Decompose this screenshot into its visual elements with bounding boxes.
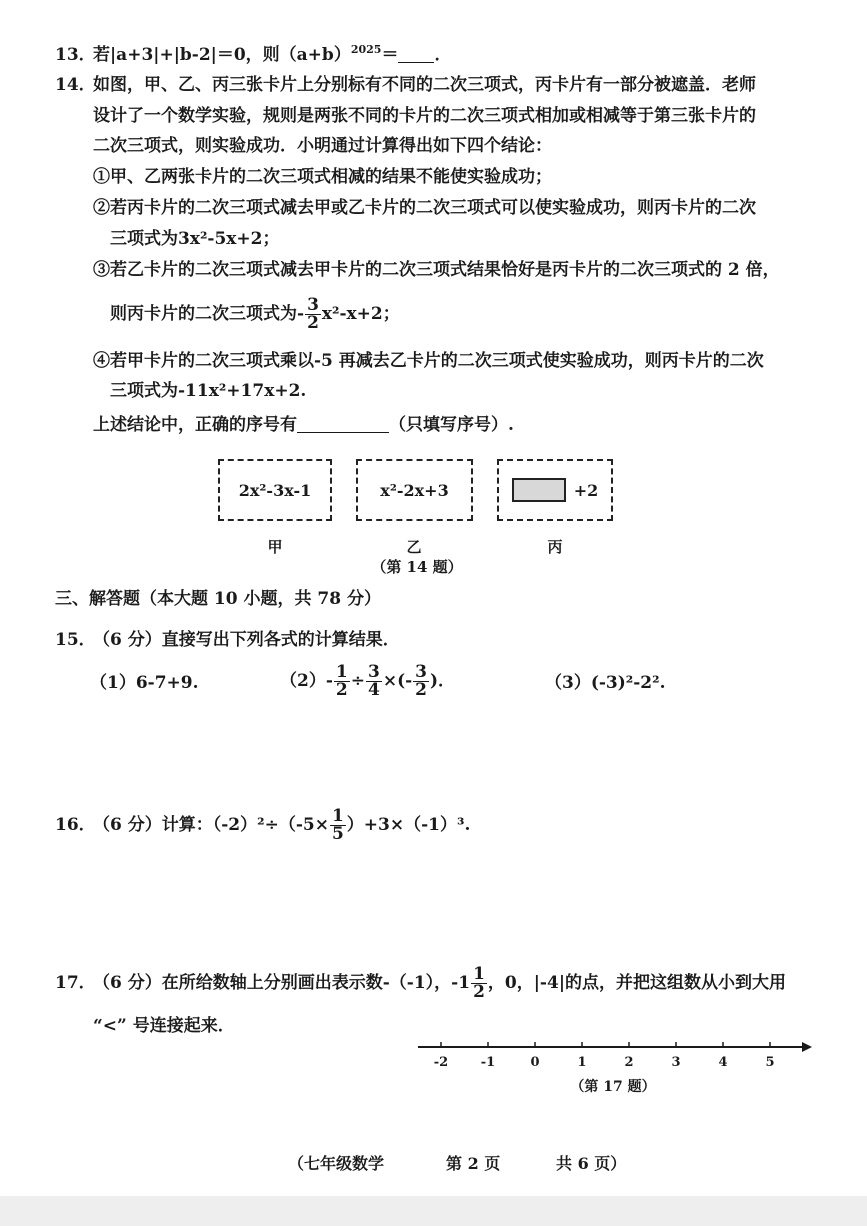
answer-blank[interactable] <box>297 432 389 433</box>
q14-question <box>93 413 514 437</box>
question-14-line1 <box>55 73 756 97</box>
figure-17-caption: （第 17 题） <box>570 1079 656 1095</box>
q15-part-2 <box>280 664 455 699</box>
q14-conclusion-3a: ③若乙卡片的二次三项式减去甲卡片的二次三项式结果恰好是丙卡片的二次三项式的 2 倍， <box>93 260 780 280</box>
question-number: 13． <box>55 45 96 65</box>
answer-blank[interactable] <box>398 62 434 63</box>
number-line-tick-label: 1 <box>577 1055 587 1070</box>
q15-part-3: （3）(-3)²-2². <box>545 673 666 693</box>
q16-text: （6 分）计算：（-2）²÷（-5× <box>93 815 329 835</box>
card-jia-expression: 2x²-3x-1 <box>238 480 312 500</box>
q14-conclusion-2a: ②若丙卡片的二次三项式减去甲或乙卡片的二次三项式可以使实验成功，则丙卡片的二次 <box>93 198 756 218</box>
card-yi-label: 乙 <box>406 538 422 556</box>
question-16 <box>55 808 470 843</box>
number-line-tick-label: 2 <box>624 1055 634 1070</box>
q17-tail: ，0，|-4|的点，并把这组数从小到大用 <box>487 973 787 993</box>
ask-text: 上述结论中，正确的序号有 <box>93 415 297 435</box>
q14-intro-3: 二次三项式，则实验成功．小明通过计算得出如下四个结论： <box>93 136 552 156</box>
number-line-tick-label: 5 <box>765 1055 775 1070</box>
p2-prefix: （2）- <box>280 671 333 691</box>
figure-14-caption: （第 14 题） <box>371 558 463 576</box>
q14-conclusion-4b: 三项式为-11x²+17x+2. <box>110 381 307 401</box>
q16-tail: ）+3×（-1）³. <box>346 815 471 835</box>
fraction <box>305 297 321 332</box>
footer-subject: （七年级数学 <box>288 1154 385 1173</box>
q17-line-2: “<” 号连接起来． <box>93 1016 235 1036</box>
numerator: 1 <box>335 662 348 682</box>
denominator: 4 <box>367 680 380 700</box>
numerator: 1 <box>473 964 485 984</box>
times-sign: ×(- <box>382 671 413 691</box>
ask-tail: （只填写序号）. <box>389 415 514 435</box>
card-jia-label: 甲 <box>267 538 283 556</box>
denominator: 2 <box>335 680 348 700</box>
card-yi-expression: x²-2x+3 <box>380 480 449 500</box>
q13-equals: ＝ <box>381 45 399 65</box>
question-13 <box>55 38 451 67</box>
footer-page: 第 2 页 <box>446 1154 501 1173</box>
q14-conclusion-1: ①甲、乙两张卡片的二次三项式相减的结果不能使实验成功； <box>93 167 552 187</box>
question-number: 15． <box>55 630 96 650</box>
denominator: 2 <box>415 680 428 700</box>
number-line-tick-label: 4 <box>718 1055 728 1070</box>
covered-area <box>512 478 566 502</box>
q14-conclusion-2b: 三项式为3x²-5x+2； <box>110 229 280 249</box>
q13-text: 若|a+3|+|b-2|＝0，则（a+b） <box>93 45 351 65</box>
card-jia <box>218 459 332 521</box>
q15-part-1: （1）6-7+9. <box>90 673 199 693</box>
section-title: 三、解答题（本大题 10 小题，共 78 分） <box>55 589 381 609</box>
denominator: 5 <box>331 824 344 844</box>
card-bing-visible-term: +2 <box>573 480 599 500</box>
denominator: 2 <box>473 982 485 1002</box>
c3b-text: 则丙卡片的二次三项式为- <box>110 304 305 324</box>
q17-text: （6 分）在所给数轴上分别画出表示数-（-1），-1 <box>93 973 471 993</box>
divide-sign: ÷ <box>350 671 365 691</box>
q14-intro-2: 设计了一个数学实验，规则是两张不同的卡片的二次三项式相加或相减等于第三张卡片的 <box>93 106 756 126</box>
numerator: 1 <box>331 806 344 826</box>
q14-conclusion-3b <box>110 297 400 332</box>
fraction <box>330 808 346 843</box>
fraction <box>366 664 382 699</box>
question-number: 16． <box>55 815 96 835</box>
q13-period: ． <box>434 45 452 65</box>
q14-conclusion-4a: ④若甲卡片的二次三项式乘以-5 再减去乙卡片的二次三项式使实验成功，则丙卡片的二次 <box>93 351 764 371</box>
question-number: 14． <box>55 75 96 95</box>
fraction <box>471 966 487 1001</box>
number-line-tick-label: -1 <box>480 1055 496 1070</box>
footer-total: 共 6 页） <box>556 1154 627 1173</box>
card-bing-label: 丙 <box>547 538 563 556</box>
q15-intro: （6 分）直接写出下列各式的计算结果． <box>93 630 400 650</box>
denominator: 2 <box>307 313 319 333</box>
numerator: 3 <box>367 662 380 682</box>
number-line-tick-label: 0 <box>530 1055 540 1070</box>
numerator: 3 <box>307 295 319 315</box>
number-line-tick-label: -2 <box>433 1055 449 1070</box>
fraction <box>334 664 350 699</box>
card-bing <box>497 459 613 521</box>
numerator: 3 <box>415 662 428 682</box>
number-line-tick-label: 3 <box>671 1055 681 1070</box>
question-number: 17． <box>55 973 96 993</box>
question-15 <box>55 628 400 652</box>
c3b-tail: x²-x+2； <box>321 304 400 324</box>
page-bottom-edge <box>0 1196 867 1226</box>
q13-exponent: 2025 <box>350 43 382 56</box>
p2-end: )． <box>430 671 456 691</box>
question-17 <box>55 966 786 1001</box>
q14-intro-1: 如图，甲、乙、丙三张卡片上分别标有不同的二次三项式，丙卡片有一部分被遮盖．老师 <box>93 75 756 95</box>
fraction <box>413 664 429 699</box>
card-yi <box>356 459 473 521</box>
number-line-arrow-icon <box>802 1042 812 1052</box>
